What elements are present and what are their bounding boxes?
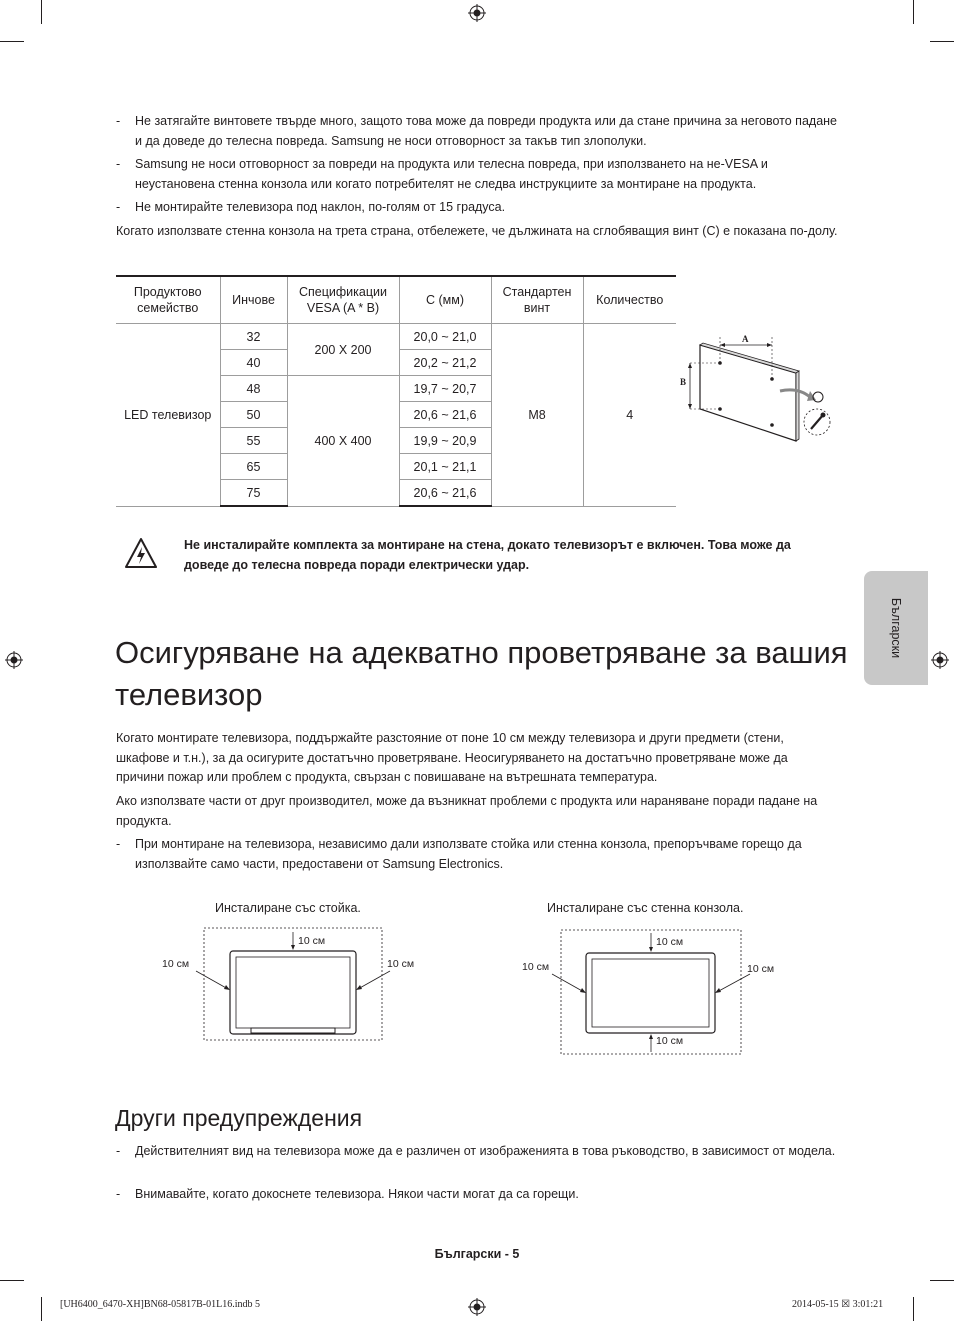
list-item: - Samsung не носи отговорност за повреди на продукта или телесна повреда, при използването на не-VESA и неустановена стенна конзола или когато потребителят не следва инструкциите за монтиране на продукта. [116,157,768,191]
bullet-dash: - [116,1187,121,1201]
table-header-row [116,276,676,324]
vesa-spec-table [116,275,676,507]
column-header: Инчове [220,276,287,324]
registration-mark-icon [5,651,23,669]
section-title: Осигуряване на адекватно проветряване за вашия телевизор [115,635,848,712]
registration-mark-icon [931,651,949,669]
wall-mount-illustration [676,325,840,447]
distance-label-bottom: 10 см [656,1035,684,1047]
print-slug-left: [UH6400_6470-XH]BN68-05817B-01L16.indb 5 [60,1299,260,1310]
distance-label-right: 10 см [747,963,775,975]
wall-installation-diagram [510,926,790,1058]
bullet-dash: - [116,200,121,214]
list-item: - Не затягайте винтовете твърде много, защото това може да повреди продукта или да стане причина за неговото падане и да доведе до телесна повреда. Samsung не носи отговорност за такъв тип злополуки. [116,114,838,148]
crop-mark [913,1297,914,1321]
bullet-dash: - [116,837,121,851]
distance-label-left: 10 см [522,961,550,973]
bullet-dash: - [116,114,121,128]
inches-cell: 32 [220,324,287,350]
quantity-cell: 4 [583,324,676,507]
label-a: A [742,334,749,344]
crop-mark [930,1280,954,1281]
inches-cell: 75 [220,480,287,507]
table-row [116,324,676,350]
stand-diagram-title: Инсталиране със стойка. [215,901,361,915]
column-header: C (мм) [399,276,491,324]
column-header: Спецификации VESA (A * B) [287,276,399,324]
vesa-cell: 200 X 200 [287,324,399,376]
column-header: Продуктово семейство [116,276,220,324]
inches-cell: 55 [220,428,287,454]
language-side-tab [864,571,928,685]
crop-mark [930,41,954,42]
warning-text: Не инсталирайте комплекта за монтиране на стена, докато телевизорът е включен. Това може да доведе до телесна повреда поради електрически удар. [184,538,791,572]
print-slug-right: 2014-05-15 ☒ 3:01:21 [792,1299,884,1310]
inches-cell: 48 [220,376,287,402]
registration-mark-icon [468,4,486,22]
distance-label-top: 10 см [656,936,684,948]
inches-cell: 50 [220,402,287,428]
crop-mark [41,1297,42,1321]
list-item: - При монтиране на телевизора, независимо дали използвате стойка или стенна конзола, препоръчваме горещо да използвайте само части, предоставени от Samsung Electronics. [116,837,802,871]
distance-label-left: 10 см [162,958,190,970]
page-number: Български - 5 [434,1247,520,1261]
inches-cell: 40 [220,350,287,376]
list-item: - Действителният вид на телевизора може да е различен от изображенията в това ръководство, в зависимост от модела. [116,1142,840,1162]
ventilation-paragraph: Когато монтирате телевизора, поддържайте разстояние от поне 10 см между телевизора и други предмети (стени, шкафове и т.н.), за да осигурите достатъчно проветряване. Неосигуряването на достатъчно проветряване може да причини пожар или проблем с продукта, свързан с повишаване на вътрешната температура. [116,731,788,784]
registration-mark-icon [468,1298,486,1316]
list-item: - Внимавайте, когато докоснете телевизора. Някои части могат да са горещи. [116,1185,840,1205]
stand-installation-diagram [150,922,415,1052]
intro-paragraph: Когато използвате стенна конзола на трета страна, отбележете, че дължината на сглобяващия винт (C) е показана по-долу. [116,224,838,238]
inches-cell: 65 [220,454,287,480]
family-cell: LED телевизор [116,324,220,507]
bullet-dash: - [116,157,121,171]
electric-shock-warning-icon [124,537,158,569]
c-mm-cell: 20,1 ~ 21,1 [399,454,491,480]
crop-mark [913,0,914,24]
label-b: B [680,377,687,387]
language-tab-label: Български [889,597,903,659]
list-item: - Не монтирайте телевизора под наклон, по-голям от 15 градуса. [116,198,840,218]
c-mm-cell: 19,7 ~ 20,7 [399,376,491,402]
wall-diagram-title: Инсталиране със стенна конзола. [547,901,744,915]
distance-label-top: 10 см [298,935,326,947]
column-header: Стандартен винт [491,276,583,324]
vesa-cell: 400 X 400 [287,376,399,507]
crop-mark [0,1280,24,1281]
crop-mark [0,41,24,42]
crop-mark [41,0,42,24]
subsection-title: Други предупреждения [115,1105,363,1131]
c-mm-cell: 20,6 ~ 21,6 [399,402,491,428]
c-mm-cell: 20,6 ~ 21,6 [399,480,491,507]
screw-cell: M8 [491,324,583,507]
column-header: Количество [583,276,676,324]
distance-label-right: 10 см [387,958,415,970]
c-mm-cell: 20,2 ~ 21,2 [399,350,491,376]
bullet-dash: - [116,1144,121,1158]
c-mm-cell: 20,0 ~ 21,0 [399,324,491,350]
ventilation-paragraph: Ако използвате части от друг производител, може да възникнат проблеми с продукта или нараняване поради падане на продукта. [116,794,818,828]
c-mm-cell: 19,9 ~ 20,9 [399,428,491,454]
